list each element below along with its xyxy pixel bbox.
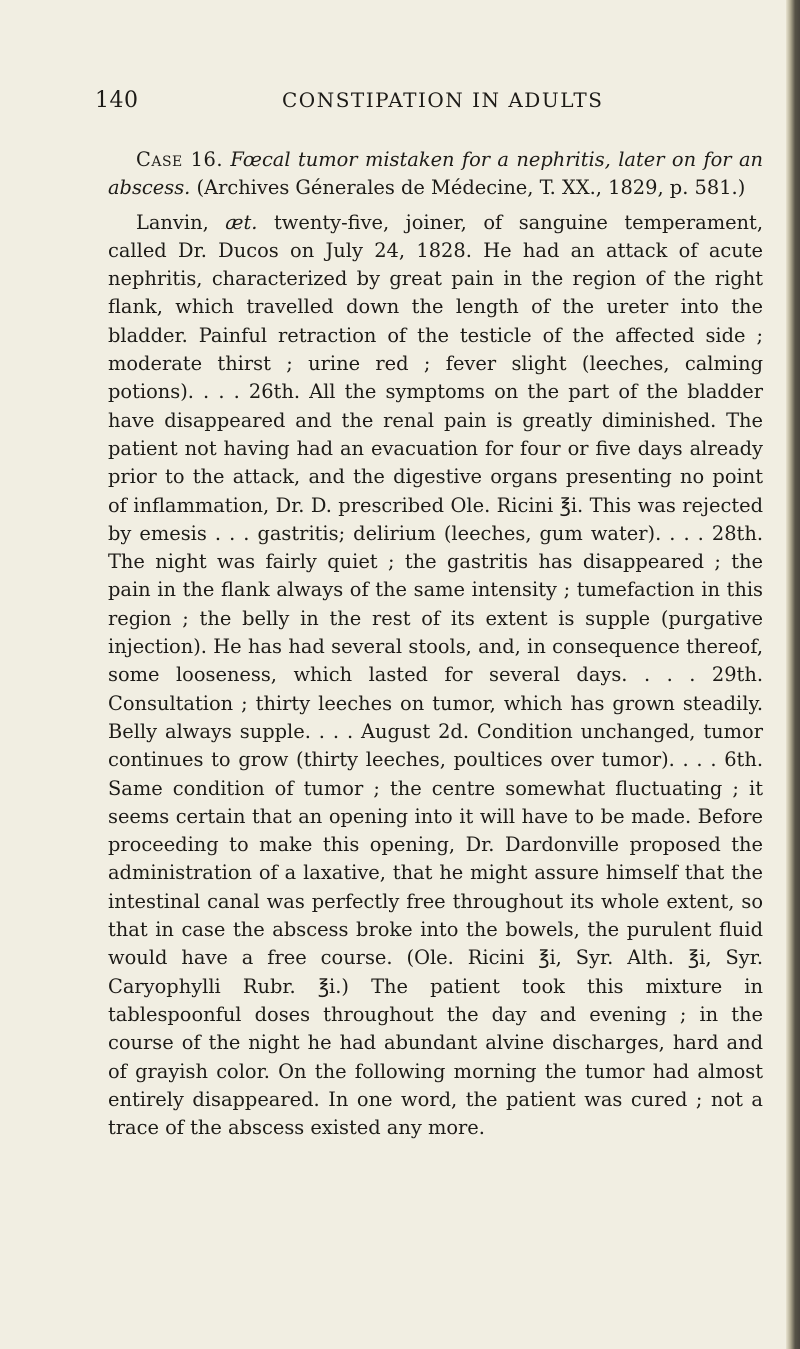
case-body-text: twenty-five, joiner, of sanguine temperament, called Dr. Ducos on July 24, 1828. He had an attack of acute nephritis, characterized by great pain in the region of the right flank, which travelled down the length of the ureter into the bladder. Painful retraction of the testicle of the affected side ; moderate thirst ; urine red ; fever slight (leeches, calming potions). . . . 26th. All the symptoms on the part of the bladder have disappeared and the renal pain is greatly diminished. The patient not having had an evacuation for four or five days already prior to the attack, and the digestive organs presenting no point of inflammation, Dr. D. prescribed Ole. Ricini ℥i. This was rejected by emesis . . . gastritis; delirium (leeches, gum water). . . . 28th. The night was fairly quiet ; the gastritis has disappeared ; the pain in the flank always of the same intensity ; tumefaction in this region ; the belly in the rest of its extent is supple (purgative injection). He has had several stools, and, in consequence thereof, some looseness, which lasted for several days. . . . 29th. Consultation ; thirty leeches on tumor, which has grown steadily. Belly always supple. . . . August 2d. Condition unchanged, tumor continues to grow (thirty leeches, poultices over tumor). . . . 6th. Same condition of tumor ; the centre somewhat fluctuating ; it seems certain that an opening into it will have to be made. Before proceeding to make this opening, Dr. Dardonville proposed the administration of a laxative, that he might assure himself that the intestinal canal was perfectly free throughout its whole extent, so that in case the abscess broke into the bowels, the purulent fluid would have a free course. (Ole. Ricini ℥i, Syr. Alth. ℥i, Syr. Caryophylli Rubr. ℥i.) The patient took this mixture in tablespoonful doses throughout the day and evening ; in the course of the night he had abundant alvine discharges, hard and of grayish color. On the following morning the tumor had almost entirely disappeared. In one word, the patient was cured ; not a trace of the abscess existed any more. bbox=[108, 210, 763, 1140]
running-title: CONSTIPATION IN ADULTS bbox=[282, 88, 604, 112]
page-number: 140 bbox=[95, 88, 139, 113]
case-label: Case 16. bbox=[136, 148, 223, 171]
case-body-paragraph bbox=[108, 209, 763, 1143]
case-heading bbox=[108, 146, 763, 203]
aet-abbreviation: æt. bbox=[225, 210, 258, 234]
patient-name: Lanvin, bbox=[136, 210, 209, 234]
case-title: Fœcal tumor mistaken for a nephritis, later on for an abscess. bbox=[108, 148, 763, 200]
case-text bbox=[108, 146, 763, 1142]
running-head bbox=[0, 88, 800, 128]
page-binding-edge bbox=[786, 0, 800, 1349]
case-source: (Archives Génerales de Médecine, T. XX., 1829, p. 581.) bbox=[196, 176, 746, 200]
